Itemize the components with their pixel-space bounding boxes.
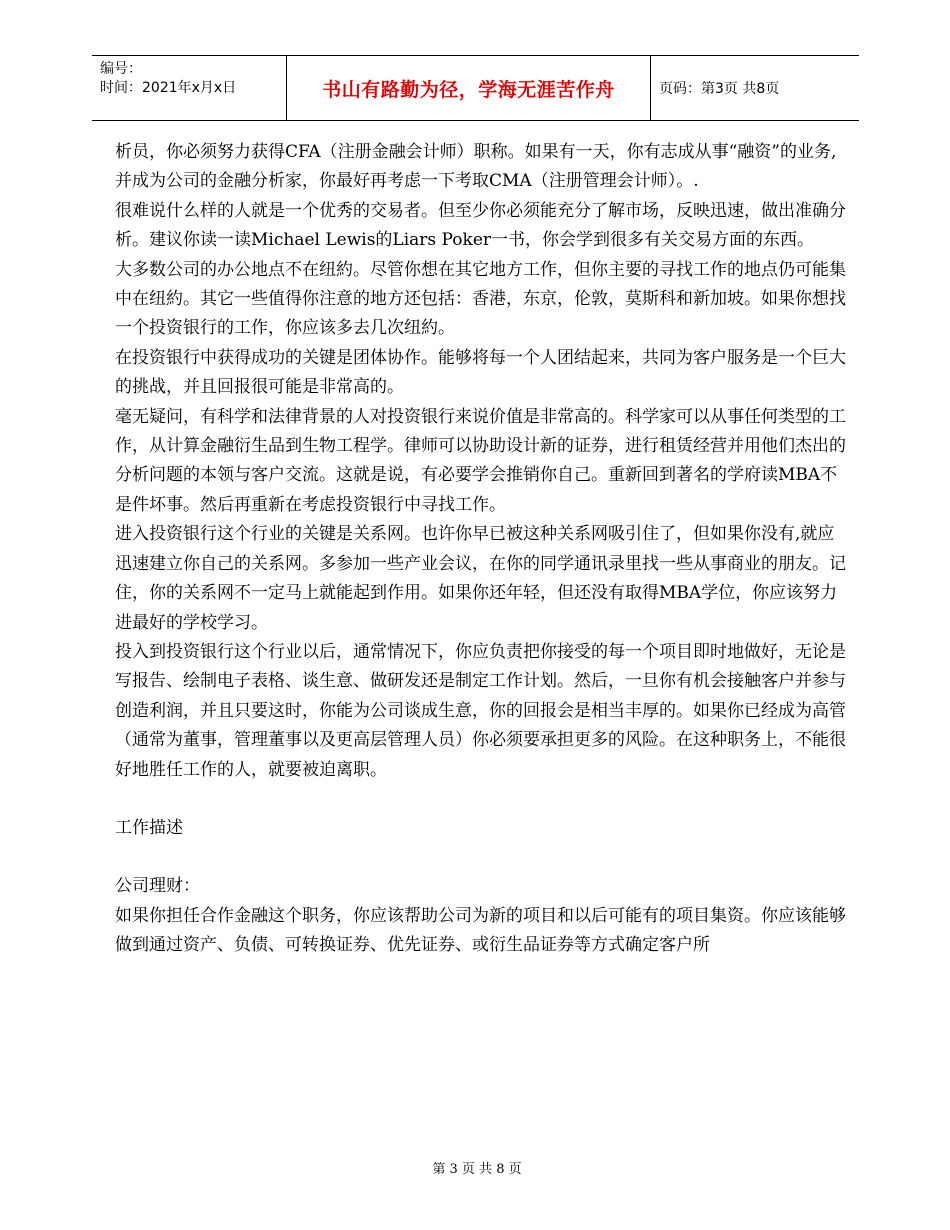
- subsection-label: 公司理财：: [115, 876, 200, 897]
- serial-number-label: 编号：: [100, 61, 142, 77]
- paragraph: 如果你担任合作金融这个职务，你应该帮助公司为新的项目和以后可能有的项目集资。你应该能够做到通过资产、负债、可转换证券、优先证券、或衍生品证券等方式确定客户所: [115, 905, 846, 956]
- header-meta: [92, 56, 287, 120]
- page-header: [92, 55, 859, 121]
- date-label: 时间：2021年x月x日: [100, 80, 237, 96]
- document-body: [115, 138, 850, 961]
- section-heading: 工作描述: [115, 817, 183, 838]
- page-footer: 第 3 页 共 8 页: [432, 1162, 522, 1177]
- paragraph: 很难说什么样的人就是一个优秀的交易者。但至少你必须能充分了解市场，反映迅速，做出准确分析。建议你读一读Michael Lewis的Liars Poker一书，你会学到很多有关交易方面的东西。: [115, 200, 846, 251]
- paragraph: 大多数公司的办公地点不在纽約。尽管你想在其它地方工作，但你主要的寻找工作的地点仍可能集中在纽約。其它一些值得你注意的地方还包括：香港，东京，伦敦，莫斯科和新加坡。如果你想找一个投资银行的工作，你应该多去几次纽約。: [115, 259, 846, 339]
- header-page-info: 页码：第3页 共8页: [659, 81, 780, 97]
- paragraph: 投入到投资银行这个行业以后，通常情况下，你应负责把你接受的每一个项目即时地做好，无论是写报告、绘制电子表格、谈生意、做研发还是制定工作计划。然后，一旦你有机会接触客户并参与创造利润，并且只要这时，你能为公司谈成生意，你的回报会是相当丰厚的。如果你已经成为高管（通常为董事，管理董事以及更高层管理人员）你必须要承担更多的风险。在这种职务上，不能很好地胜任工作的人，就要被迫离职。: [115, 641, 846, 780]
- paragraph: 毫无疑问，有科学和法律背景的人对投资银行来说价值是非常高的。科学家可以从事任何类型的工作，从计算金融衍生品到生物工程学。律师可以协助设计新的证券，进行租赁经营并用他们杰出的分析问题的本领与客户交流。这就是说，有必要学会推销你自己。重新回到著名的学府读MBA不是件坏事。然后再重新在考虑投资银行中寻找工作。: [115, 406, 846, 515]
- paragraph: 进入投资银行这个行业的关键是关系网。也许你早已被这种关系网吸引住了，但如果你没有,就应迅速建立你自己的关系网。多参加一些产业会议，在你的同学通讯录里找一些从事商业的朋友。记住，你的关系网不一定马上就能起到作用。如果你还年轻，但还没有取得MBA学位，你应该努力进最好的学校学习。: [115, 524, 846, 633]
- paragraph: 在投资银行中获得成功的关键是团体协作。能够将每一个人团结起来，共同为客户服务是一个巨大的挑战，并且回报很可能是非常高的。: [115, 347, 846, 398]
- paragraph: 析员，你必须努力获得CFA（注册金融会计师）职称。如果有一天，你有志成从事“融资”的业务, 并成为公司的金融分析家，你最好再考虑一下考取CMA（注册管理会计师）。.: [115, 142, 837, 192]
- spacer: [115, 785, 850, 814]
- spacer: [115, 843, 850, 872]
- header-motto: 书山有路勤为径，学海无涯苦作舟: [287, 56, 651, 120]
